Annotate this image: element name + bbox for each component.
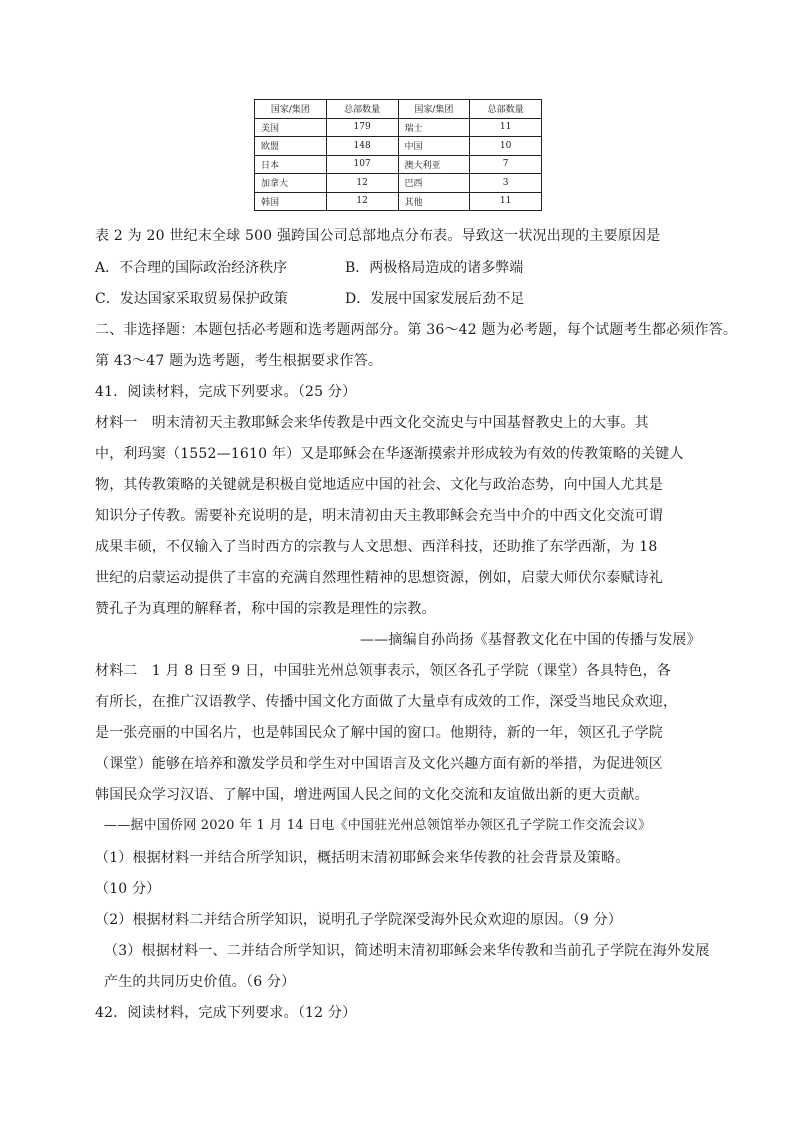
material-2-line: （课堂）能够在培养和激发学员和学生对中国语言及文化兴趣方面有新的举措，为促进领区: [95, 756, 663, 772]
table-cell: 148: [326, 137, 398, 156]
section-heading-cont: 第 43～47 题为选考题，考生根据要求作答。: [95, 353, 383, 369]
material-1-line: 知识分子传教。需要补充说明的是，明末清初由天主教耶稣会充当中介的中西文化交流可谓: [95, 508, 663, 524]
table-cell: 韩国: [255, 192, 327, 211]
table-cell: 107: [326, 155, 398, 174]
table-row: [255, 155, 542, 174]
material-2-line: 是一张亮丽的中国名片，也是韩国民众了解中国的窗口。他期待，新的一年，领区孔子学院: [95, 725, 663, 741]
table-header-row: [255, 100, 542, 119]
table-header-cell: 国家/集团: [398, 100, 470, 119]
table-row: [255, 192, 542, 211]
table-cell: 7: [470, 155, 542, 174]
table-cell: 其他: [398, 192, 470, 211]
question-41-1-score: （10 分）: [95, 881, 161, 897]
material-2-line: 材料二 1 月 8 日至 9 日，中国驻光州总领事表示，领区各孔子学院（课堂）各具特色，各: [95, 663, 671, 679]
question-41-3: （3）根据材料一、二并结合所学知识，简述明末清初耶稣会来华传教和当前孔子学院在海外发展: [104, 943, 710, 959]
table-cell: 瑞士: [398, 118, 470, 137]
table-header-cell: 总部数量: [470, 100, 542, 119]
table-cell: 3: [470, 174, 542, 193]
material-1-source: ——摘编自孙尚扬《基督教文化在中国的传播与发展》: [360, 632, 701, 648]
question-41-title: 41．阅读材料，完成下列要求。（25 分）: [95, 384, 357, 400]
table-cell: 巴西: [398, 174, 470, 193]
table-cell: 12: [326, 192, 398, 211]
table-cell: 11: [470, 192, 542, 211]
material-2-line: 有所长，在推广汉语教学、传播中国文化方面做了大量卓有成效的工作，深受当地民众欢迎，: [95, 694, 678, 710]
question-42-title: 42．阅读材料，完成下列要求。（12 分）: [95, 1005, 357, 1021]
material-1-line: 世纪的启蒙运动提供了丰富的充满自然理性精神的思想资源，例如，启蒙大师伏尔泰赋诗礼: [95, 570, 663, 586]
table-cell: 欧盟: [255, 137, 327, 156]
material-1-line: 材料一 明末清初天主教耶稣会来华传教是中西文化交流史与中国基督教史上的大事。其: [95, 415, 649, 431]
material-1-line: 赞孔子为真理的解释者，称中国的宗教是理性的宗教。: [95, 601, 436, 617]
table-header-cell: 总部数量: [326, 100, 398, 119]
option-a: A．不合理的国际政治经济秩序: [95, 260, 288, 276]
option-d: D．发展中国家发展后劲不足: [345, 291, 525, 307]
table-cell: 10: [470, 137, 542, 156]
table-row: [255, 137, 542, 156]
table-cell: 12: [326, 174, 398, 193]
question-41-3-cont: 产生的共同历史价值。（6 分）: [104, 974, 296, 990]
section-heading: 二、非选择题：本题包括必考题和选考题两部分。第 36～42 题为必考题，每个试题考生都必须作答。: [95, 322, 738, 338]
option-b: B．两极格局造成的诸多弊端: [345, 260, 524, 276]
table-row: [255, 118, 542, 137]
question-41-1: （1）根据材料一并结合所学知识，概括明末清初耶稣会来华传教的社会背景及策略。: [95, 850, 630, 866]
option-c: C．发达国家采取贸易保护政策: [95, 291, 288, 307]
table-cell: 中国: [398, 137, 470, 156]
material-1-line: 成果丰硕，不仅输入了当时西方的宗教与人文思想、西洋科技，还助推了东学西渐，为 18: [95, 539, 658, 555]
material-1-line: 物，其传教策略的关键就是积极自觉地适应中国的社会、文化与政治态势，向中国人尤其是: [95, 477, 663, 493]
material-1-line: 中，利玛窦（1552—1610 年）又是耶稣会在华逐渐摸索并形成较为有效的传教策略的关键人: [95, 446, 684, 462]
table-cell: 加拿大: [255, 174, 327, 193]
table-cell: 179: [326, 118, 398, 137]
table-header-cell: 国家/集团: [255, 100, 327, 119]
material-2-line: 韩国民众学习汉语、了解中国，增进两国人民之间的文化交流和友谊做出新的更大贡献。: [95, 787, 649, 803]
question-41-2: （2）根据材料二并结合所学知识，说明孔子学院深受海外民众欢迎的原因。（9 分）: [95, 912, 623, 928]
table-cell: 美国: [255, 118, 327, 137]
table-cell: 澳大利亚: [398, 155, 470, 174]
table-row: [255, 174, 542, 193]
table-cell: 日本: [255, 155, 327, 174]
hq-distribution-table: [254, 99, 542, 211]
material-2-source: ——据中国侨网 2020 年 1 月 14 日电《中国驻光州总领馆举办领区孔子学院工作交流会议》: [104, 818, 652, 833]
table-cell: 11: [470, 118, 542, 137]
question-stem: 表 2 为 20 世纪末全球 500 强跨国公司总部地点分布表。导致这一状况出现的主要原因是: [95, 228, 661, 244]
